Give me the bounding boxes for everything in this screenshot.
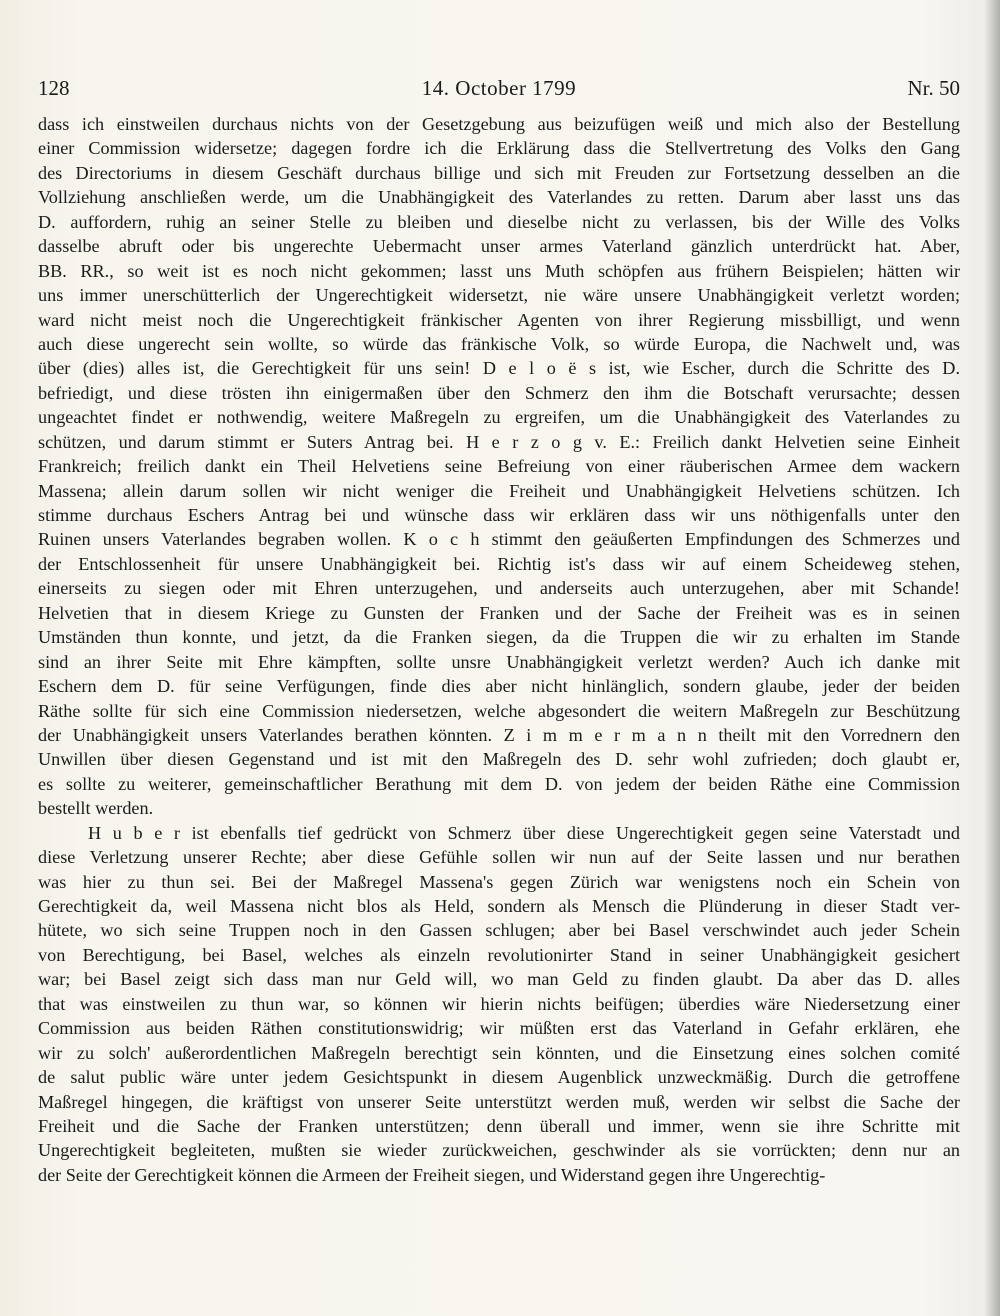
- text-line: Räthe sollte für sich eine Commission niedersetzen, welche abgesondert die weitern Maßregeln zur Beschützung: [38, 700, 960, 721]
- text-line: auch diese ungerecht sein wollte, so würde das fränkische Volk, so würde Europa, die Nachwelt und, was: [38, 333, 960, 354]
- text-line: es sollte zu weiterer, gemeinschaftlicher Berathung mit dem D. von jedem der beiden Räthe eine Commission: [38, 773, 960, 794]
- text-line: Ungerechtigkeit begleiteten, mußten sie wieder zurückweichen, geschwinder als sie vorrückten; denn nur an: [38, 1140, 960, 1161]
- text-line: einer Commission widersetze; dagegen fordre ich die Erklärung dass die Stellvertretung des Volks den Gang: [38, 138, 960, 159]
- header-date: 14. October 1799: [421, 76, 577, 100]
- text-line: stimme durchaus Eschers Antrag bei und wünsche dass wir erklären dass wir uns nöthigenfalls unter den: [38, 505, 960, 525]
- text-line: hütete, wo sich seine Truppen noch in den Gassen schlugen; aber bei Basel verschwindet auch jeder Schein: [38, 920, 960, 941]
- page-edge-shadow: [984, 0, 1000, 1316]
- text-line: dass ich einstweilen durchaus nichts von der Gesetzgebung aus beizufügen weiß und mich also der Bestellung: [38, 114, 960, 134]
- text-line: Frankreich; freilich dankt ein Theil Helvetiens seine Befreiung von einer räuberischen Armee dem wackern: [38, 456, 960, 477]
- paragraph: [38, 112, 960, 821]
- text-line: Vollziehung anschließen werde, um die Unabhängigkeit des Vaterlandes zu retten. Darum aber lasst uns das: [38, 187, 960, 208]
- text-line: einerseits zu siegen oder mit Ehren unterzugehen, und anderseits auch unterzugehen, aber mit Schande!: [38, 578, 960, 599]
- text-line: dasselbe abruft oder bis ungerechte Uebermacht unser armes Vaterland gänzlich unterdrückt hat. Aber,: [38, 236, 960, 257]
- text-line: der Entschlossenheit für unsere Unabhängigkeit bei. Richtig ist's dass wir auf einem Scheideweg stehen,: [38, 553, 960, 574]
- text-line: Freiheit und die Sache der Franken unterstützen; denn überall und immer, wenn sie ihre Schritte mit: [38, 1115, 960, 1136]
- text-line: schützen, und darum stimmt er Suters Antrag bei. H e r z o g v. E.: Freilich dankt Helvetien seine Einheit: [38, 431, 960, 452]
- text-line: der Seite der Gerechtigkeit können die Armeen der Freiheit siegen, und Widerstand gegen ihre Ungerechtig-: [38, 1164, 826, 1185]
- text-line: Gerechtigkeit da, weil Massena nicht blos als Held, sondern als Mensch die Plünderung in dieser Stadt ver-: [38, 896, 960, 916]
- text-line: H u b e r ist ebenfalls tief gedrückt von Schmerz über diese Ungerechtigkeit gegen seine Vaterstadt und: [88, 822, 960, 843]
- text-line: ward nicht meist noch die Ungerechtigkeit fränkischer Agenten von ihrer Regierung missbilligt, und wenn: [38, 309, 960, 330]
- text-line: des Directoriums in diesem Geschäft durchaus billige und sich mit Freuden zur Fortsetzung desselben an die: [38, 162, 960, 183]
- text-line: über (dies) alles ist, die Gerechtigkeit für uns sein! D e l o ë s ist, wie Escher, durch die Schritte des D.: [38, 358, 960, 379]
- text-line: Umständen thun konnte, und jetzt, da die Franken siegen, da die Truppen die wir zu erhalten im Stande: [38, 627, 960, 648]
- running-header: [38, 76, 960, 104]
- text-line: diese Verletzung unserer Rechte; aber diese Gefühle sollen wir nun auf der Seite lassen und nur berathen: [38, 847, 960, 868]
- text-line: Helvetien that in diesem Kriege zu Gunsten der Franken und der Sache der Freiheit was es in seinen: [38, 602, 960, 623]
- text-line: befriedigt, und diese trösten ihn einigermaßen über den Schmerz den ihm die Botschaft verursachte; dessen: [38, 382, 960, 403]
- text-line: Commission aus beiden Räthen constitutionswidrig; wir müßten erst das Vaterland in Gefahr erklären, ehe: [38, 1018, 960, 1039]
- paragraph: [38, 821, 960, 1188]
- text-line: Massena; allein darum sollen wir nicht weniger die Freiheit und Unabhängigkeit Helvetiens schützen. Ich: [38, 480, 960, 501]
- text-line: sind an ihrer Seite mit Ehre kämpften, sollte unsre Unabhängigkeit verletzt werden? Auch ich danke mit: [38, 651, 960, 672]
- text-line: der Unabhängigkeit unsers Vaterlandes berathen könnten. Z i m m e r m a n n theilt mit den Vorrednern den: [38, 724, 960, 745]
- text-line: wir zu solch' außerordentlichen Maßregeln berechtigt sein könnten, und die Einsetzung eines solchen comité: [38, 1042, 960, 1063]
- text-line: Eschern dem D. für seine Verfügungen, finde dies aber nicht hinlänglich, sondern glaube, jeder der beiden: [38, 676, 960, 697]
- text-line: Ruinen unsers Vaterlandes begraben wollen. K o c h stimmt den geäußerten Empfindungen des Schmerzes und: [38, 529, 960, 550]
- body-text: [38, 112, 960, 1187]
- text-line: de salut public wäre unter jedem Gesichtspunkt in diesem Augenblick unzweckmäßig. Durch die getroffene: [38, 1067, 960, 1088]
- text-line: Maßregel hingegen, die kräftigst von unserer Seite unterstützt werden muß, werden wir selbst die Sache der: [38, 1091, 960, 1112]
- text-line: bestellt werden.: [38, 798, 154, 819]
- text-line: von Berechtigung, bei Basel, welches als einzeln revolutionirter Stand in seiner Unabhängigkeit gesichert: [38, 944, 960, 965]
- text-line: ungeachtet findet er nothwendig, weitere Maßregeln zu ergreifen, um die Unabhängigkeit des Vaterlandes zu: [38, 407, 960, 428]
- text-line: BB. RR., so weit ist es noch nicht gekommen; lasst uns Muth schöpfen aus frühern Beispielen; hätten wir: [38, 260, 960, 281]
- page-number: 128: [38, 76, 70, 100]
- text-line: Unwillen über diesen Gegenstand und ist mit den Maßregeln des D. sehr wohl zufrieden; doch glaubt er,: [38, 749, 960, 770]
- text-line: war; bei Basel zeigt sich dass man nur Geld will, wo man Geld zu finden glaubt. Da aber das D. alles: [38, 969, 960, 990]
- text-line: uns immer unerschütterlich der Ungerechtigkeit widersetzt, nie wäre unsere Unabhängigkeit verletzt worden;: [38, 285, 960, 306]
- text-line: D. auffordern, ruhig an seiner Stelle zu bleiben und dieselbe nicht zu verlassen, bis der Wille des Volks: [38, 211, 960, 232]
- issue-number: Nr. 50: [907, 76, 960, 100]
- text-line: was hier zu thun sei. Bei der Maßregel Massena's gegen Zürich war wenigstens noch ein Schein von: [38, 871, 960, 892]
- text-line: that was einstweilen zu thun war, so können wir hierin nichts beifügen; überdies wäre Niedersetzung einer: [38, 993, 960, 1014]
